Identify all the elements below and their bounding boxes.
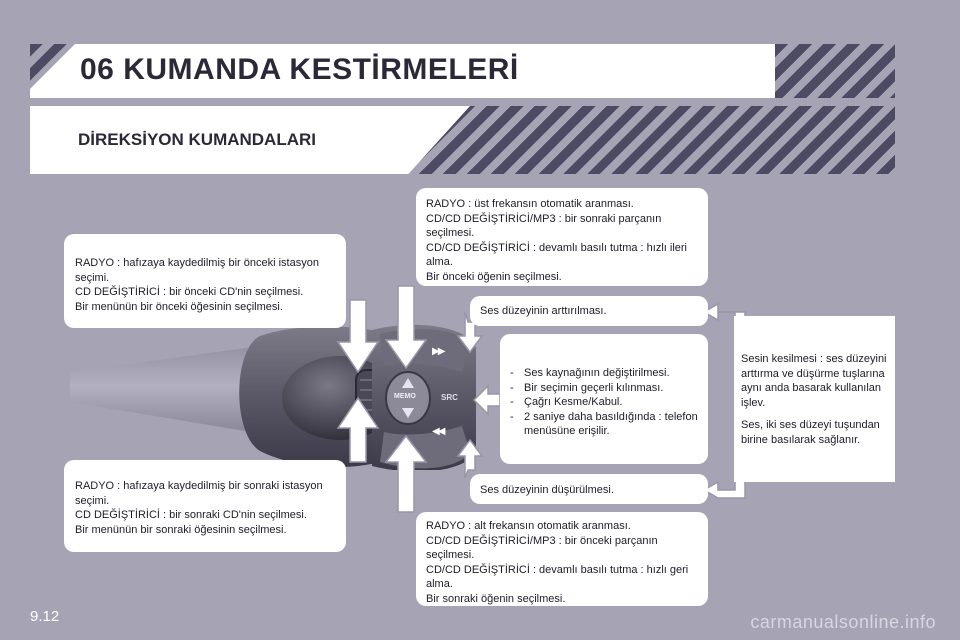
seek-down-next-item: Bir sonraki öğenin seçilmesi. bbox=[426, 592, 566, 605]
next-track-symbol: ▶▶ bbox=[432, 346, 444, 357]
previous-station-cd: CD DEĞİŞTİRİCİ : bir önceki CD'nin seçilmesi. bbox=[75, 286, 304, 298]
seek-down-previous-track: CD/CD DEĞİŞTİRİCİ/MP3 : bir önceki parçanın seçilmesi. bbox=[426, 534, 658, 561]
src-label: SRC bbox=[441, 393, 458, 402]
section-title: DİREKSİYON KUMANDALARI bbox=[78, 130, 316, 149]
watermark: carmanualsonline.info bbox=[750, 612, 936, 632]
volume-down-box bbox=[470, 474, 708, 504]
previous-station-menu: Bir menünün bir önceki öğesinin seçilmesi. bbox=[75, 300, 283, 313]
memo-label: MEMO bbox=[394, 393, 416, 400]
mute-box bbox=[734, 316, 895, 482]
next-station-radio: RADYO : hafızaya kaydedilmiş bir sonraki istasyon seçimi. bbox=[75, 480, 323, 507]
next-station-box bbox=[64, 460, 346, 552]
next-station-menu: Bir menünün bir sonraki öğesinin seçilmesi. bbox=[75, 523, 287, 536]
source-item-telephone-menu: - 2 saniye daha basıldığında : telefon menüsüne erişilir. bbox=[510, 410, 700, 439]
chapter-title: 06 KUMANDA KESTİRMELERİ bbox=[80, 53, 519, 86]
next-station-cd: CD DEĞİŞTİRİCİ : bir sonraki CD'nin seçilmesi. bbox=[75, 509, 307, 521]
source-item-change-source: - Ses kaynağının değiştirilmesi. bbox=[510, 366, 700, 381]
seek-up-radio: RADYO : üst frekansın otomatik aranması. bbox=[426, 198, 634, 210]
prev-track-symbol: ◀◀ bbox=[432, 426, 444, 437]
seek-up-fast-forward: CD/CD DEĞİŞTİRİCİ : devamlı basılı tutma : hızlı ileri alma. bbox=[426, 241, 688, 268]
volume-down-text: Ses düzeyinin düşürülmesi. bbox=[480, 484, 614, 496]
seek-down-box bbox=[416, 512, 708, 606]
page-number: 9.12 bbox=[30, 608, 60, 625]
source-item-validate: - Bir seçimin geçerli kılınması. bbox=[510, 381, 700, 396]
seek-up-previous-item: Bir önceki öğenin seçilmesi. bbox=[426, 270, 562, 283]
seek-down-radio: RADYO : alt frekansın otomatik aranması. bbox=[426, 520, 631, 532]
source-item-call: - Çağrı Kesme/Kabul. bbox=[510, 395, 700, 410]
volume-up-box bbox=[470, 296, 708, 326]
mute-text: Sesin kesilmesi : ses düzeyini arttırma ve düşürme tuşlarına aynı anda basarak kullanılan işlev. bbox=[741, 353, 887, 409]
source-button-list bbox=[510, 366, 700, 439]
seek-down-rewind: CD/CD DEĞİŞTİRİCİ : devamlı basılı tutma : hızlı geri alma. bbox=[426, 563, 689, 590]
unmute-text: Ses, iki ses düzeyi tuşundan birine basılarak sağlanır. bbox=[741, 419, 880, 446]
previous-station-box bbox=[64, 234, 346, 328]
seek-up-next-track: CD/CD DEĞİŞTİRİCİ/MP3 : bir sonraki parçanın seçilmesi. bbox=[426, 212, 662, 239]
source-button-box bbox=[500, 334, 708, 464]
previous-station-radio: RADYO : hafızaya kaydedilmiş bir önceki istasyon seçimi. bbox=[75, 257, 319, 284]
volume-up-text: Ses düzeyinin arttırılması. bbox=[480, 305, 607, 317]
seek-up-box bbox=[416, 188, 708, 286]
